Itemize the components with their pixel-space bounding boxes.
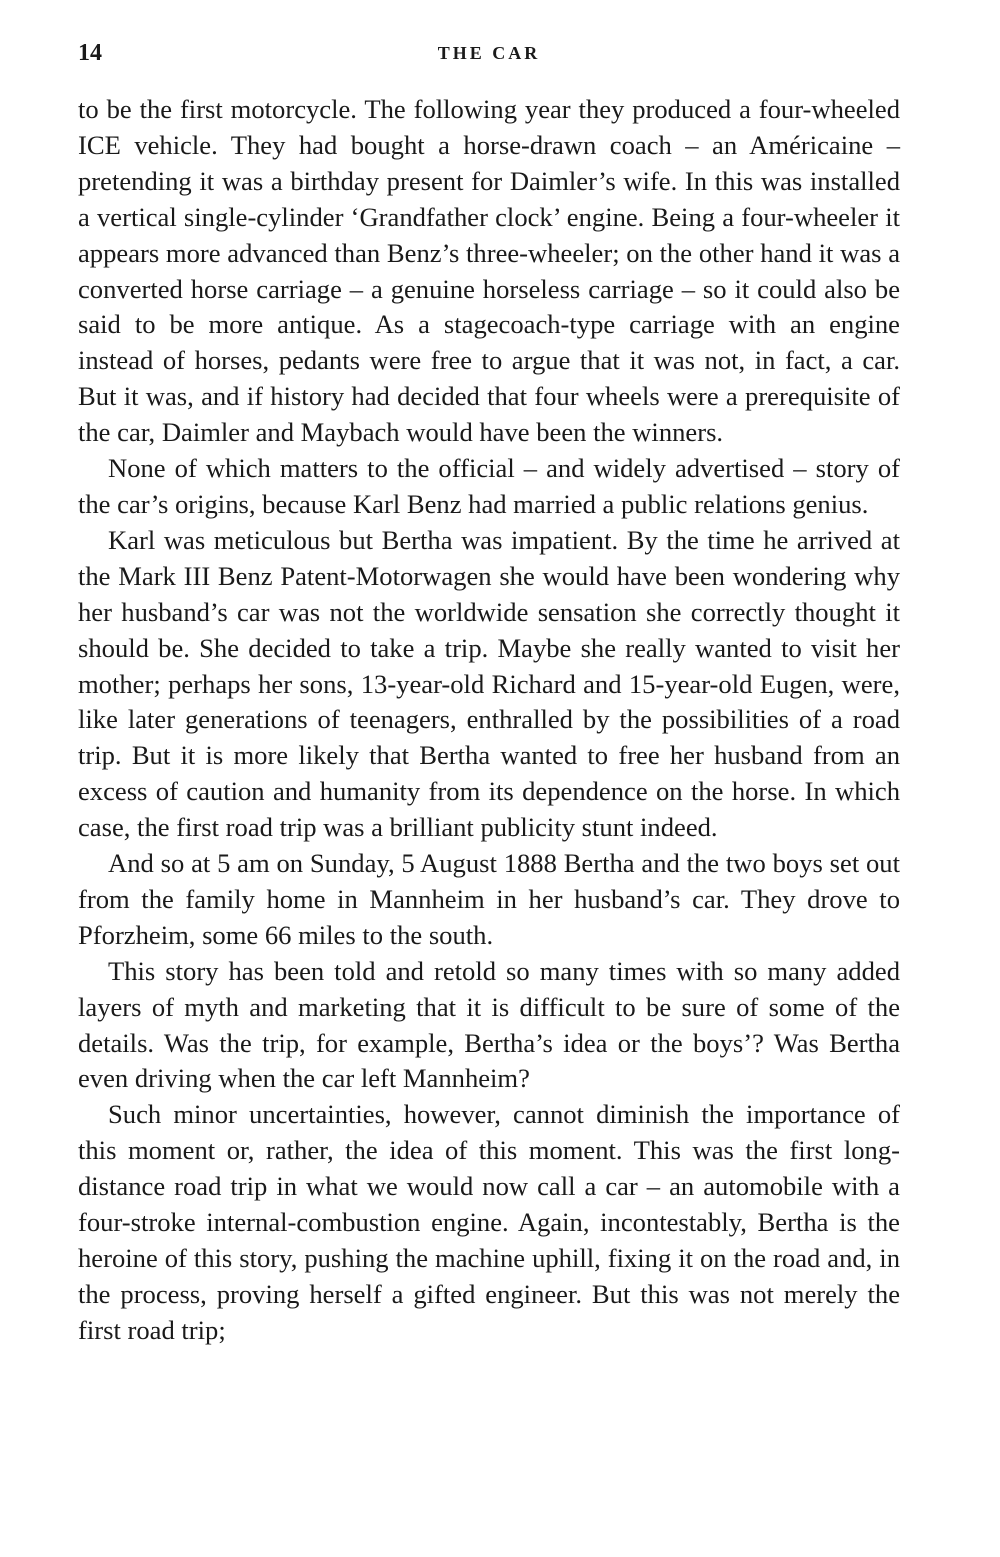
page-header bbox=[78, 38, 900, 68]
paragraph: None of which matters to the official – and widely advertised – story of the car’s origins, because Karl Benz had married a public relations genius. bbox=[78, 453, 900, 519]
body-text bbox=[78, 92, 900, 1349]
running-head: THE CAR bbox=[437, 43, 541, 63]
paragraph: This story has been told and retold so many times with so many added layers of myth and marketing that it is difficult to be sure of some of the details. Was the trip, for example, Bertha’s idea or the boys’? Was Bertha even driving when the car left Mannheim? bbox=[78, 955, 900, 1094]
paragraph: Such minor uncertainties, however, cannot diminish the importance of this moment or, rather, the idea of this moment. This was the first long-distance road trip in what we would now call a car – an automobile with a four-stroke internal-combustion engine. Again, incontestably, Bertha is the heroine of this story, pushing the machine uphill, fixing it on the road and, in the process, proving herself a gifted engineer. But this was not merely the first road trip; bbox=[78, 1099, 900, 1345]
paragraph: And so at 5 am on Sunday, 5 August 1888 Bertha and the two boys set out from the family home in Mannheim in her husband’s car. They drove to Pforzheim, some 66 miles to the south. bbox=[78, 848, 900, 950]
paragraph: Karl was meticulous but Bertha was impatient. By the time he arrived at the Mark III Benz Patent-Motorwagen she would have been wondering why her husband’s car was not the worldwide sensation she correctly thought it should be. She decided to take a trip. Maybe she really wanted to visit her mother; perhaps her sons, 13-year-old Richard and 15-year-old Eugen, were, like later generations of teenagers, enthralled by the possibilities of a road trip. But it is more likely that Bertha wanted to free her husband from an excess of caution and humanity from its dependence on the horse. In which case, the first road trip was a brilliant publicity stunt indeed. bbox=[78, 524, 900, 843]
page-number: 14 bbox=[78, 40, 102, 66]
paragraph-continued: to be the first motorcycle. The following year they produced a four-wheeled ICE vehicle. They had bought a horse-drawn coach – an Américaine – pretending it was a birthday present for Daimler’s wife. In this was installed a vertical single-cylinder ‘Grandfather clock’ engine. Being a four-wheeler it appears more advanced than Benz’s three-wheeler; on the other hand it was a converted horse carriage – a genuine horseless carriage – so it could also be said to be more antique. As a stagecoach-type carriage with an engine instead of horses, pedants were free to argue that it was not, in fact, a car. But it was, and if history had decided that four wheels were a prerequisite of the car, Daimler and Maybach would have been the winners. bbox=[78, 94, 900, 448]
